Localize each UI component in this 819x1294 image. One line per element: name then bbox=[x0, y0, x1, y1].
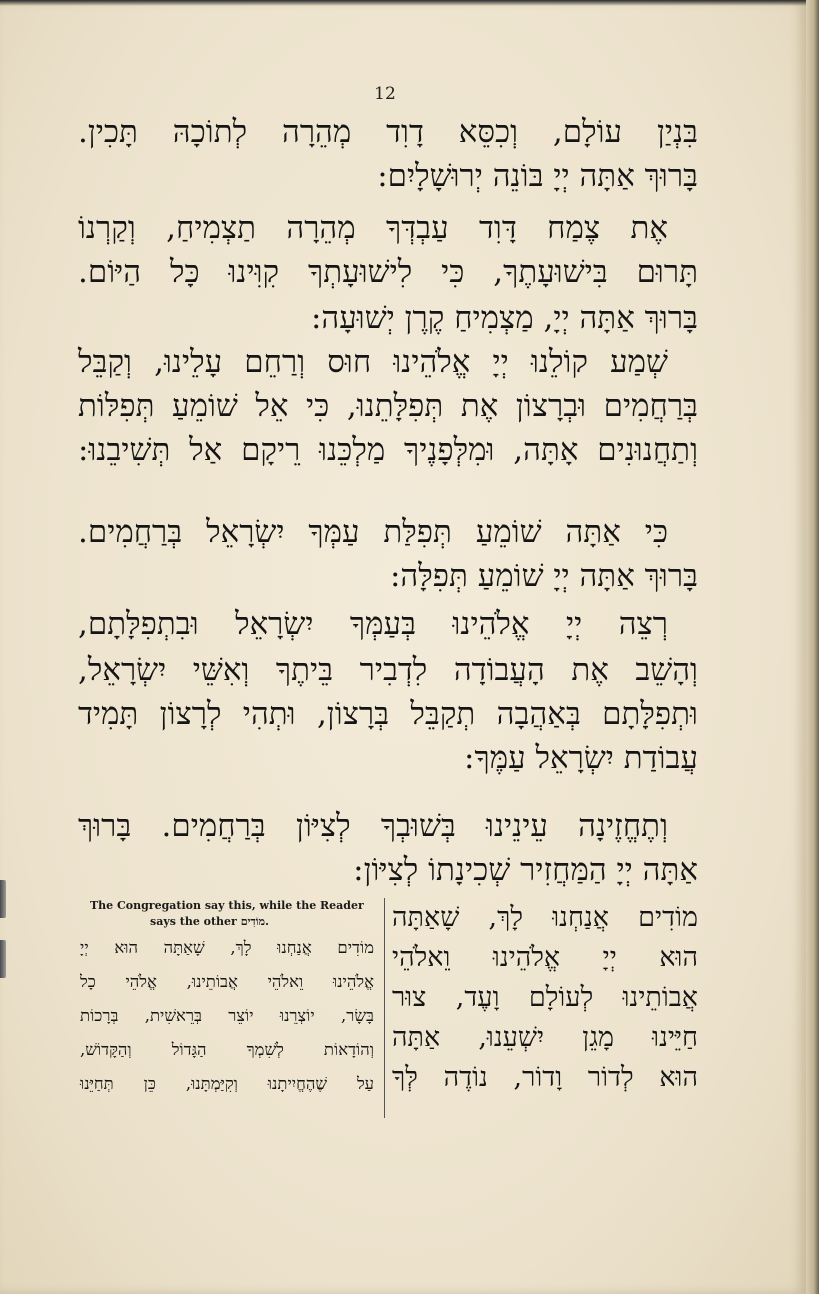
text-line-1: בִּנְיַן עוֹלָם, וְכִסֵּא דָוִד מְהֵרָה לְתוֹכָהּ תָּכִין. bbox=[78, 114, 698, 150]
text-line-5: בָּרוּךְ אַתָּה יְיָ, מַצְמִיחַ קֶרֶן יְשׁוּעָה: bbox=[310, 300, 698, 336]
text-line-6: שְׁמַע קוֹלֵנוּ יְיָ אֱלֹהֵינוּ חוּס וְרַחֵם עָלֵינוּ, וְקַבֵּל bbox=[78, 344, 668, 380]
text-line-13: וּתְפִלָּתָם בְּאַהֲבָה תְקַבֵּל בְּרָצוֹן, וּתְהִי לְרָצוֹן תָּמִיד bbox=[78, 696, 698, 732]
text-line-8: וְתַחֲנוּנִים אָתָּה, וּמִלְּפָנֶיךָ מַלְכֵּנוּ רֵיקָם אַל תְּשִׁיבֵנוּ: bbox=[78, 432, 698, 468]
right-column-line-3: אֲבוֹתֵינוּ לְעוֹלָם וָעֶד, צוּר bbox=[392, 982, 698, 1013]
text-line-10: בָּרוּךְ אַתָּה יְיָ שׁוֹמֵעַ תְּפִלָּה: bbox=[389, 558, 698, 594]
note-line-2: says the other מוֹדִים. bbox=[150, 915, 269, 928]
left-column-line-1: מוֹדִים אֲנַחְנוּ לָךְ, שָׁאַתָּה הוּא יְיָ bbox=[80, 938, 374, 957]
right-column-line-4: חַיֵּינוּ מָגֵן יִשְׁעֵנוּ, אַתָּה bbox=[392, 1022, 698, 1053]
congregation-note bbox=[90, 898, 386, 930]
text-line-14: עֲבוֹדַת יִשְׂרָאֵל עַמֶּךָ: bbox=[464, 740, 698, 776]
note-line-1: The Congregation say this, while the Reader bbox=[90, 899, 364, 912]
left-column-line-4: וְהוֹדָאוֹת לְשִׁמְךָ הַגָּדוֹל וְהַקָּדוֹשׁ, bbox=[80, 1040, 374, 1059]
text-line-3: אֶת צֶמַח דָּוִד עַבְדְּךָ מְהֵרָה תַצְמִיחַ, וְקַרְנוֹ bbox=[78, 210, 668, 246]
text-line-15: וְתֶחֱזֶינָה עֵינֵינוּ בְּשׁוּבְךָ לְצִיּוֹן בְּרַחֲמִים. בָּרוּךְ bbox=[78, 808, 668, 844]
text-line-16: אַתָּה יְיָ הַמַּחֲזִיר שְׁכִינָתוֹ לְצִיּוֹן: bbox=[353, 852, 698, 888]
page-number: 12 bbox=[374, 84, 396, 104]
left-column-line-5: עַל שֶׁהֶחֱיִיתָנוּ וְקִיַּמְתָּנוּ, כֵּן תְּחַיֵּנוּ bbox=[80, 1074, 374, 1093]
left-column-line-3: בָּשָׂר, יוֹצְרֵנוּ יוֹצֵר בְּרֵאשִׁית, בְּרָכוֹת bbox=[80, 1006, 374, 1025]
text-line-2: בָּרוּךְ אַתָּה יְיָ בּוֹנֵה יְרוּשָׁלָיִם: bbox=[377, 158, 698, 194]
staple-bottom bbox=[0, 940, 6, 978]
right-column-line-5: הוּא לְדוֹר וָדוֹר, נוֹדֶה לְּךָ bbox=[392, 1062, 698, 1093]
text-line-11: רְצֵה יְיָ אֱלֹהֵינוּ בְּעַמְּךָ יִשְׂרָאֵל וּבִתְפִלָּתָם, bbox=[78, 606, 668, 642]
text-line-4: תָּרוּם בִּישׁוּעָתֶךָ, כִּי לִישׁוּעָתְךָ קִוִּינוּ כָּל הַיּוֹם. bbox=[78, 254, 698, 290]
page-right-edge bbox=[806, 0, 819, 1294]
right-column-line-1: מוֹדִים אֲנַחְנוּ לָךְ, שָׁאַתָּה bbox=[392, 902, 698, 933]
right-column-line-2: הוּא יְיָ אֱלֹהֵינוּ וֵאלֹהֵי bbox=[392, 942, 698, 973]
text-line-7: בְּרַחֲמִים וּבְרָצוֹן אֶת תְּפִלָּתֵנוּ, כִּי אֵל שׁוֹמֵעַ תְּפִלּוֹת bbox=[78, 388, 698, 424]
column-divider bbox=[384, 898, 385, 1118]
staple-top bbox=[0, 880, 6, 918]
left-column-line-2: אֱלֹהֵינוּ וֵאלֹהֵי אֲבוֹתֵינוּ, אֱלֹהֵי כָל bbox=[80, 972, 374, 991]
page-top-edge bbox=[0, 0, 806, 6]
text-line-12: וְהָשֵׁב אֶת הָעֲבוֹדָה לִדְבִיר בֵּיתֶךָ וְאִשֵּׁי יִשְׂרָאֵל, bbox=[78, 652, 698, 688]
text-line-9: כִּי אַתָּה שׁוֹמֵעַ תְּפִלַּת עַמְּךָ יִשְׂרָאֵל בְּרַחֲמִים. bbox=[78, 514, 668, 550]
